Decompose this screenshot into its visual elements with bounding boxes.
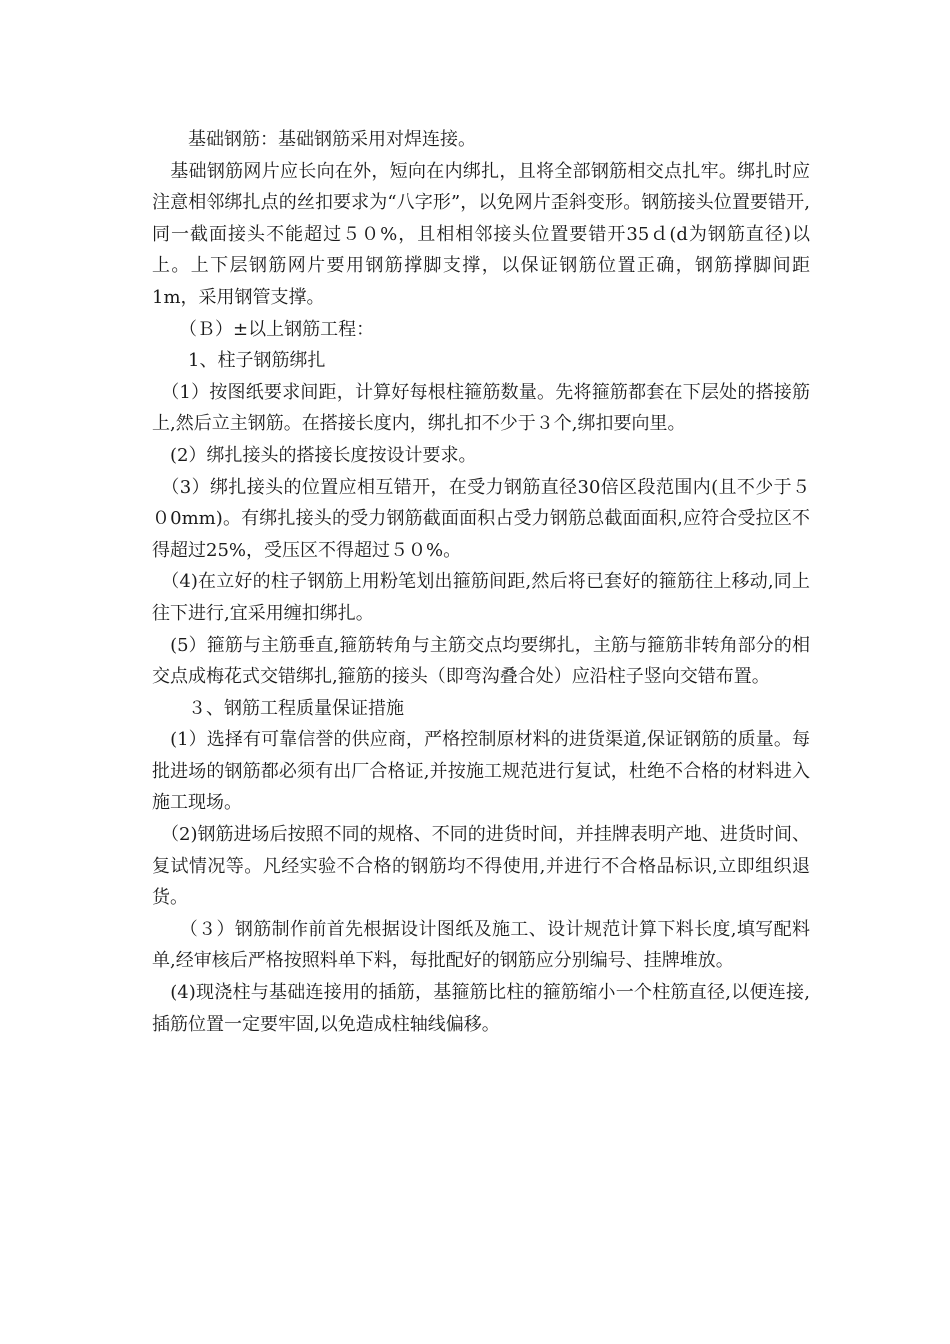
quality-item-3: （３）钢筋制作前首先根据设计图纸及施工、设计规范计算下料长度,填写配料单,经审核后严格按照料单下料，每批配好的钢筋应分别编号、挂牌堆放。 (152, 918, 810, 972)
list-item-2: (2）绑扎接头的搭接长度按设计要求。 (152, 444, 477, 466)
quality-item-1: (1）选择有可靠信誉的供应商，严格控制原材料的进货渠道,保证钢筋的质量。每批进场的钢筋都必须有出厂合格证,并按施工规范进行复试，杜绝不合格的材料进入施工现场。 (152, 729, 810, 814)
list-item-5: (5）箍筋与主筋垂直,箍筋转角与主筋交点均要绑扎，主筋与箍筋非转角部分的相交点成梅花式交错绑扎,箍筋的接头（即弯沟叠合处）应沿柱子竖向交错布置。 (152, 634, 810, 688)
quality-item-4: (4)现浇柱与基础连接用的插筋，基箍筋比柱的箍筋缩小一个柱筋直径,以便连接,插筋位置一定要牢固,以免造成柱轴线偏移。 (152, 982, 810, 1035)
list-item-1: （1）按图纸要求间距，计算好每根柱箍筋数量。先将箍筋都套在下层处的搭接筋上,然后立主钢筋。在搭接长度内，绑扎扣不少于３个,绑扣要向里。 (152, 381, 810, 435)
paragraph-foundation-rebar-mesh: 基础钢筋网片应长向在外，短向在内绑扎，且将全部钢筋相交点扎牢。绑扎时应注意相邻绑扎点的丝扣要求为“八字形”，以免网片歪斜变形。钢筋接头位置要错开,同一截面接头不能超过５０%，且相相邻接头位置要错开35ｄ(d为钢筋直径)以上。上下层钢筋网片要用钢筋撑脚支撑，以保证钢筋位置正确，钢筋撑脚间距1m，采用钢管支撑。 (152, 160, 810, 308)
section-heading-b: （Ｂ）±以上钢筋工程： (152, 318, 375, 340)
document-body (152, 124, 810, 1040)
list-item-4: （4)在立好的柱子钢筋上用粉笔划出箍筋间距,然后将已套好的箍筋往上移动,同上往下进行,宜采用缠扣绑扎。 (152, 571, 810, 624)
subsection-heading-quality-measures: ３、钢筋工程质量保证措施 (152, 697, 404, 719)
list-item-3: （3）绑扎接头的位置应相互错开，在受力钢筋直径30倍区段范围内(且不少于５０0mm)。有绑扎接头的受力钢筋截面面积占受力钢筋总截面面积,应符合受拉区不得超过25%，受压区不得超过５０%。 (152, 476, 810, 561)
paragraph-foundation-rebar-title: 基础钢筋：基础钢筋采用对焊连接。 (152, 129, 476, 150)
quality-item-2: （2)钢筋进场后按照不同的规格、不同的进货时间，并挂牌表明产地、进货时间、复试情况等。凡经实验不合格的钢筋均不得使用,并进行不合格品标识,立即组织退货。 (152, 824, 810, 909)
subsection-heading-column-binding: 1、柱子钢筋绑扎 (152, 350, 326, 372)
